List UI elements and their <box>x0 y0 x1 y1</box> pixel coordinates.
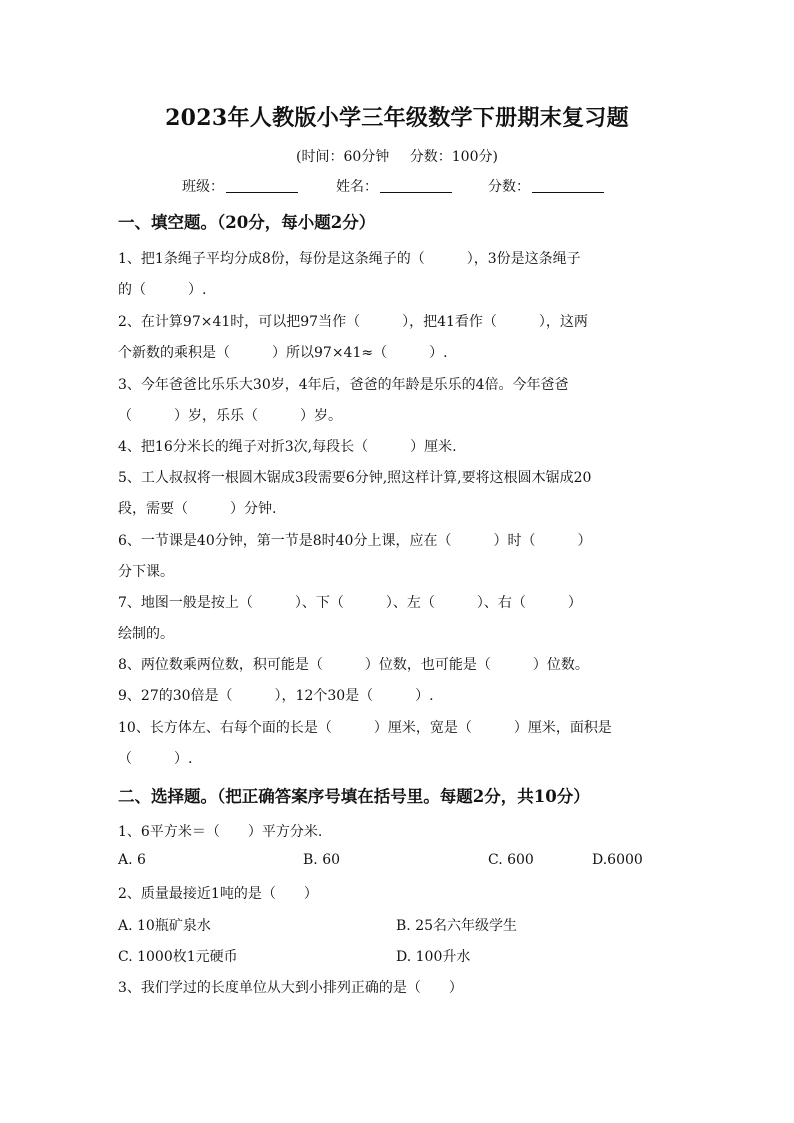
question-line: 3、今年爸爸比乐乐大30岁，4年后，爸爸的年龄是乐乐的4倍。今年爸爸 <box>118 377 569 393</box>
option-a[interactable]: A. 6 <box>118 852 146 868</box>
section2-heading: 二、选择题。（把正确答案序号填在括号里。每题2分，共10分） <box>118 787 590 806</box>
score-blank[interactable] <box>532 178 604 193</box>
question-line: 7、地图一般是按上（ ）、下（ ）、左（ ）、右（ ） <box>118 595 582 611</box>
question-line: 4、把16分米长的绳子对折3次,每段长（ ）厘米. <box>118 439 457 455</box>
question-line: 分下课。 <box>118 564 174 580</box>
page-title: 2023年人教版小学三年级数学下册期末复习题 <box>165 105 629 131</box>
option-c[interactable]: C. 600 <box>488 852 534 868</box>
option-d[interactable]: D.6000 <box>592 852 643 868</box>
question-line: 个新数的乘积是（ ）所以97×41≈（ ）. <box>118 345 448 361</box>
time-limit: (时间：60分钟 <box>296 149 390 165</box>
option-b[interactable]: B. 60 <box>303 852 341 868</box>
exam-meta <box>0 146 794 166</box>
question-1: 1、6平方米＝（ ）平方分米. <box>118 824 323 840</box>
question-line: 8、两位数乘两位数，积可能是（ ）位数，也可能是（ ）位数。 <box>118 657 589 673</box>
question-line: 6、一节课是40分钟，第一节是8时40分上课，应在（ ）时（ ） <box>118 533 592 549</box>
question-line: 10、长方体左、右每个面的长是（ ）厘米，宽是（ ）厘米，面积是 <box>118 720 612 736</box>
option-a[interactable]: A. 10瓶矿泉水 <box>118 918 211 934</box>
total-score: 分数：100分) <box>409 149 498 165</box>
name-field <box>336 176 452 196</box>
question-3: 3、我们学过的长度单位从大到小排列正确的是（ ） <box>118 980 463 996</box>
score-label: 分数： <box>488 179 530 195</box>
question-line: 的（ ）. <box>118 282 207 298</box>
question-line: （ ）岁，乐乐（ ）岁。 <box>118 408 342 424</box>
class-field <box>182 176 298 196</box>
question-line: 5、工人叔叔将一根圆木锯成3段需要6分钟,照这样计算,要将这根圆木锯成20 <box>118 470 592 486</box>
score-field <box>488 176 604 196</box>
option-d[interactable]: D. 100升水 <box>396 949 471 965</box>
section1-heading: 一、填空题。（20分，每小题2分） <box>118 213 376 232</box>
question-line: 9、27的30倍是（ ），12个30是（ ）. <box>118 688 434 704</box>
name-blank[interactable] <box>380 178 452 193</box>
question-line: 绘制的。 <box>118 626 174 642</box>
question-line: 2、在计算97×41时，可以把97当作（ ），把41看作（ ），这两 <box>118 314 588 330</box>
option-c[interactable]: C. 1000枚1元硬币 <box>118 949 238 965</box>
option-b[interactable]: B. 25名六年级学生 <box>396 918 518 934</box>
class-blank[interactable] <box>226 178 298 193</box>
name-label: 姓名： <box>336 179 378 195</box>
question-line: 1、把1条绳子平均分成8份，每份是这条绳子的（ ），3份是这条绳子 <box>118 251 581 267</box>
question-2: 2、质量最接近1吨的是（ ） <box>118 886 318 902</box>
class-label: 班级： <box>182 179 224 195</box>
question-line: 段，需要（ ）分钟. <box>118 501 277 517</box>
question-line: （ ）. <box>118 751 193 767</box>
